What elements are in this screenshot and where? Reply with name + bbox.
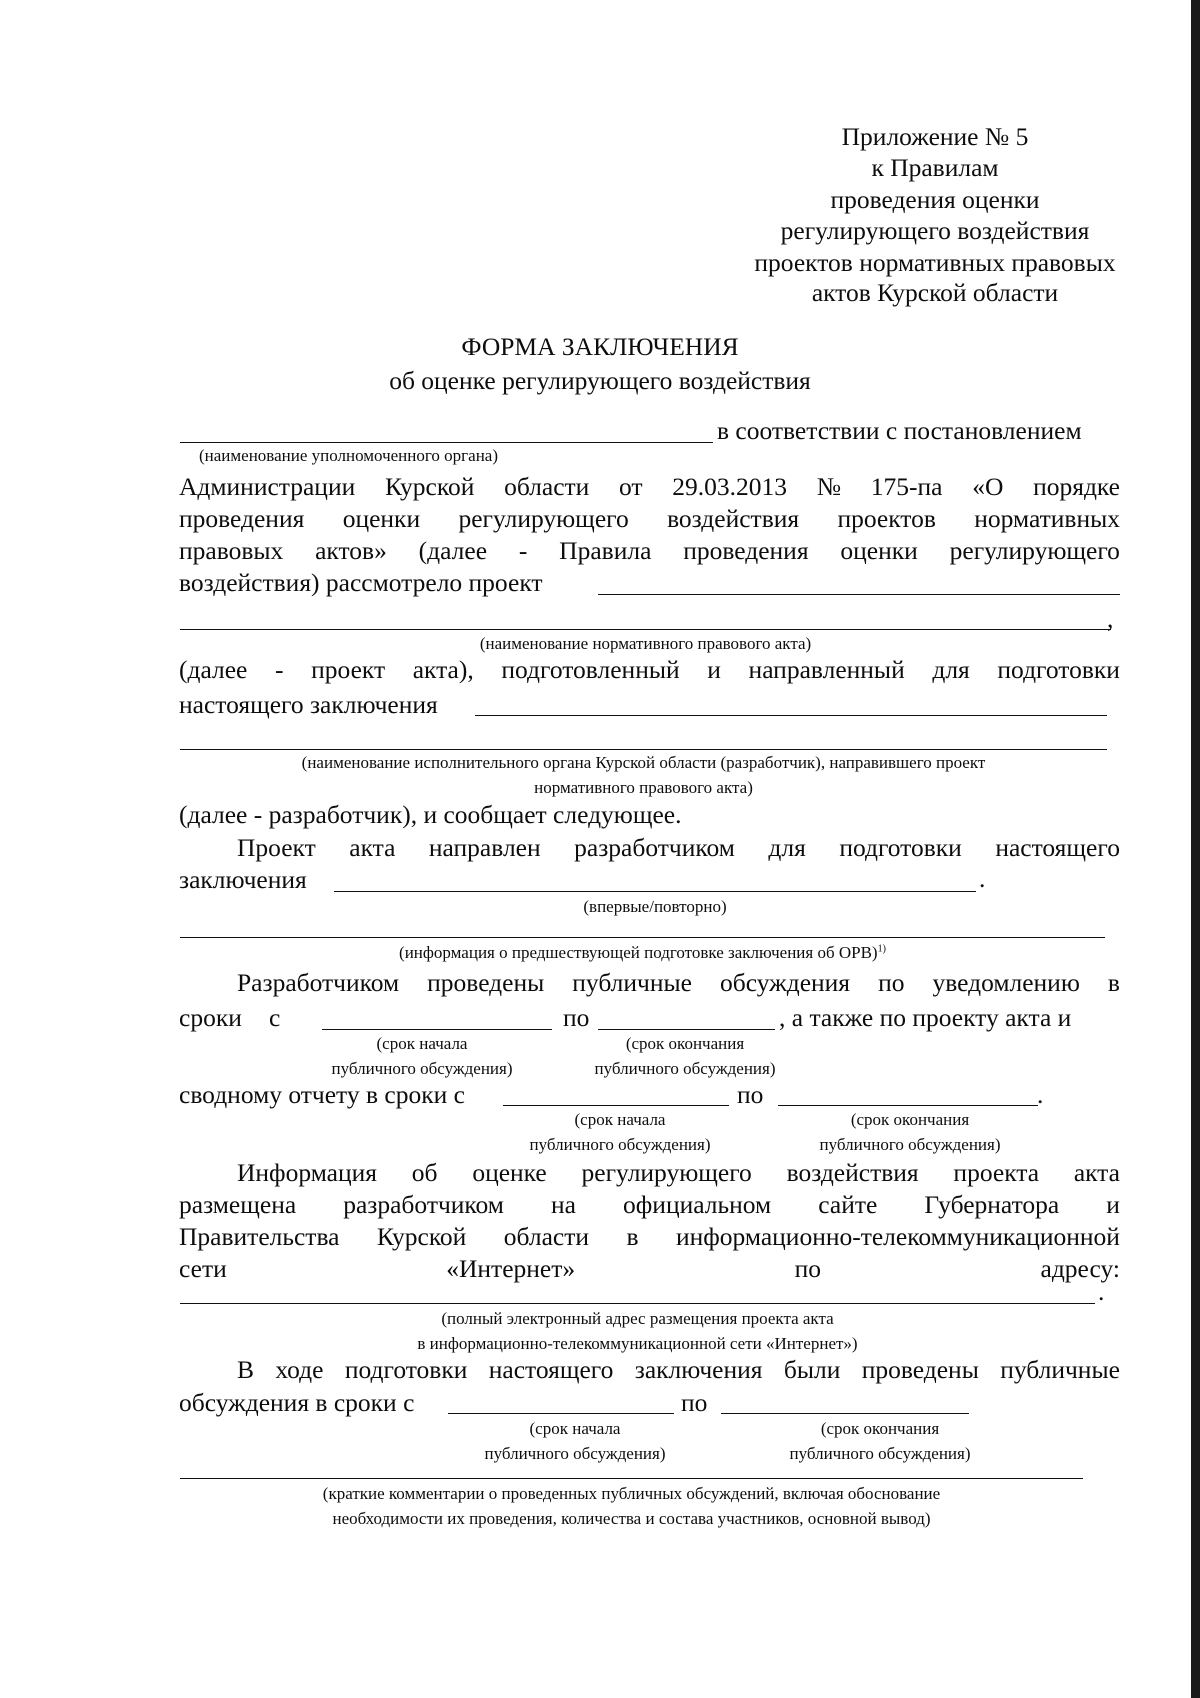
footnote-mark: 1) (877, 943, 886, 955)
p8-po: по (681, 1388, 708, 1417)
word: актов» (315, 536, 387, 565)
developer-blank-line-2[interactable] (180, 749, 1107, 750)
dot: . (979, 864, 986, 893)
word: по (794, 1254, 822, 1283)
word: правовых (179, 536, 284, 565)
dot: . (1098, 1277, 1105, 1306)
caption-line: (наименование исполнительного органа Курской области (разработчик), направившего проект (301, 753, 986, 772)
word: настоящего (488, 1355, 614, 1384)
word: уведомлению (932, 968, 1080, 997)
caption-authority: (наименование уполномоченного органа) (199, 446, 499, 465)
word: разработчиком (343, 1190, 504, 1219)
p7-line4 (179, 1256, 1120, 1282)
word: регулирующего (949, 536, 1120, 565)
developer-blank-line[interactable] (475, 715, 1107, 716)
word: заключения (634, 1355, 763, 1384)
word: акта), (412, 655, 474, 684)
word: подготовленный (501, 655, 680, 684)
annex-line: к Правилам (871, 153, 999, 182)
caption-start-date (292, 1032, 552, 1081)
word: проведены (427, 968, 545, 997)
caption-end-date (570, 1032, 800, 1081)
caption-line: (срок начала (376, 1034, 468, 1053)
comma: , (1107, 604, 1114, 633)
word: проектов (837, 504, 936, 533)
p5-po: по (563, 1003, 590, 1032)
report-start-blank-line[interactable] (503, 1105, 729, 1106)
first-repeat-blank-line[interactable] (334, 891, 976, 892)
word: сайте (818, 1190, 878, 1219)
p4-line2: заключения (179, 865, 307, 894)
word: воздействия (786, 1158, 919, 1187)
caption-line: (срок окончания (850, 1110, 970, 1129)
annex-line: Приложение № 5 (841, 122, 1029, 151)
word: проведения (683, 536, 809, 565)
p7-line1 (237, 1160, 1120, 1186)
word: области (504, 472, 590, 501)
p1-line4 (179, 538, 1120, 564)
prior-info-blank-line[interactable] (180, 937, 1105, 938)
word: регулирующего (458, 504, 629, 533)
p5-s: с (269, 1003, 281, 1032)
discussion-start-blank-line[interactable] (448, 1413, 674, 1414)
caption-address (180, 1307, 1095, 1356)
p2-line2: настоящего заключения (179, 690, 438, 719)
word: в (1107, 968, 1120, 997)
word: направлен (428, 833, 541, 862)
word: обсуждения (719, 968, 851, 997)
caption-comments (180, 1482, 1083, 1531)
p6-lead: сводному отчету в сроки с (179, 1080, 465, 1109)
word: подготовки (344, 1355, 468, 1384)
word: воздействия (667, 504, 800, 533)
p5-tail: , а также по проекту акта и (779, 1003, 1072, 1032)
caption-report-start (500, 1108, 740, 1157)
caption-line: (полный электронный адрес размещения проекта акта (441, 1309, 834, 1328)
word: официальном (623, 1190, 772, 1219)
caption-line: (краткие комментарии о проведенных публичных обсуждений, включая обоснование (322, 1484, 941, 1503)
p8-line1 (237, 1357, 1120, 1383)
word: Администрации (179, 472, 356, 501)
annex-line: регулирующего воздействия (780, 216, 1090, 245)
p6-po: по (737, 1080, 764, 1109)
word: публичные (572, 968, 692, 997)
word: проведены (861, 1355, 979, 1384)
caption-line: публичного обсуждения) (819, 1134, 1001, 1154)
caption-line: публичного обсуждения) (529, 1134, 711, 1154)
scan-edge (1191, 0, 1200, 1698)
word: проект (311, 655, 386, 684)
word: регулирующего (581, 1158, 752, 1187)
act-name-blank-line[interactable] (598, 594, 1120, 595)
address-blank-line[interactable] (180, 1303, 1095, 1304)
word: настоящего (995, 833, 1120, 862)
word: об (411, 1158, 438, 1187)
word: В (237, 1355, 255, 1384)
comments-blank-line[interactable] (180, 1478, 1083, 1479)
word: оценки (840, 536, 918, 565)
caption-text: (информация о предшествующей подготовке заключения об ОРВ) (399, 943, 878, 962)
report-end-blank-line[interactable] (778, 1105, 1038, 1106)
word: от (619, 472, 643, 501)
word: информационно-телекоммуникационной (675, 1222, 1120, 1251)
word: проведения (179, 504, 305, 533)
p4-line1 (237, 835, 1120, 861)
word: и (707, 655, 721, 684)
word: были (783, 1355, 841, 1384)
word: - (275, 655, 284, 684)
p1-line5: воздействия) рассмотрело проект (179, 568, 543, 597)
act-name-blank-line-2[interactable] (180, 629, 1111, 630)
caption-line: публичного обсуждения) (484, 1443, 666, 1463)
word: в (626, 1222, 639, 1251)
word: публичные (1000, 1355, 1120, 1384)
annex-line: проведения оценки (830, 185, 1040, 214)
caption-first-repeat: (впервые/повторно) (583, 897, 727, 916)
word: - (518, 536, 528, 565)
word: направленный (748, 655, 905, 684)
word: «О (972, 472, 1004, 501)
p8-lead: обсуждения в сроки с (179, 1388, 415, 1417)
p3: (далее - разработчик), и сообщает следующее. (179, 800, 682, 829)
word: для (768, 833, 806, 862)
word: Информация (237, 1158, 378, 1187)
end-date-blank-line[interactable] (598, 1029, 775, 1030)
word: (далее (418, 536, 488, 565)
word: Курской (376, 1222, 467, 1251)
word: (далее (179, 655, 248, 684)
start-date-blank-line[interactable] (322, 1029, 552, 1030)
form-title: ФОРМА ЗАКЛЮЧЕНИЯ (461, 332, 739, 361)
word: адресу: (1040, 1254, 1120, 1283)
caption-line: (срок начала (529, 1419, 621, 1438)
word: оценке (472, 1158, 547, 1187)
word: оценки (342, 504, 421, 533)
word: проекта (953, 1158, 1040, 1187)
caption-report-end (790, 1108, 1030, 1157)
word: Правительства (179, 1222, 340, 1251)
word: порядке (1033, 472, 1120, 501)
word: Правила (559, 536, 652, 565)
p2-line1 (179, 657, 1120, 683)
word: 29.03.2013 (672, 472, 788, 501)
caption-line: (срок окончания (625, 1034, 745, 1053)
caption-act-name: (наименование нормативного правового акта) (479, 634, 812, 653)
caption-line: (срок начала (574, 1110, 666, 1129)
p7-line2 (179, 1192, 1120, 1218)
caption-line: публичного обсуждения) (789, 1443, 971, 1463)
word: ходе (275, 1355, 324, 1384)
p5-line1 (237, 970, 1120, 996)
word: № (816, 472, 842, 501)
word: нормативных (974, 504, 1120, 533)
caption-discussion-start (455, 1417, 695, 1466)
p1-line2 (179, 474, 1120, 500)
word: Разработчиком (237, 968, 400, 997)
caption-prior (180, 941, 1105, 966)
annex-line: проектов нормативных правовых (754, 248, 1116, 277)
word: Губернатора (924, 1190, 1060, 1219)
p7-line3 (179, 1224, 1120, 1250)
caption-line: публичного обсуждения) (594, 1058, 776, 1078)
caption-line: нормативного правового акта) (534, 777, 753, 797)
word: Курской (384, 472, 475, 501)
word: подготовки (839, 833, 962, 862)
word: «Интернет» (446, 1254, 576, 1283)
word: акта (349, 833, 396, 862)
word: разработчиком (574, 833, 735, 862)
caption-line: в информационно-телекоммуникационной сети «Интернет») (417, 1333, 858, 1353)
caption-developer (180, 751, 1107, 800)
annex-line: актов Курской области (811, 278, 1059, 307)
word: акта (1073, 1158, 1120, 1187)
word: подготовки (997, 655, 1120, 684)
word: на (551, 1190, 576, 1219)
form-subtitle: об оценке регулирующего воздействия (389, 366, 811, 395)
word: 175-па (870, 472, 943, 501)
caption-line: (срок окончания (820, 1419, 940, 1438)
word: и (1106, 1190, 1120, 1219)
word: по (878, 968, 905, 997)
caption-discussion-end (760, 1417, 1000, 1466)
authority-blank-line[interactable] (180, 442, 713, 443)
word: Проект (237, 833, 316, 862)
p5-srok: сроки (179, 1003, 242, 1032)
caption-line: необходимости их проведения, количества и состава участников, основной вывод) (332, 1508, 931, 1528)
word: области (503, 1222, 590, 1251)
dot: . (1037, 1080, 1044, 1109)
word: размещена (179, 1190, 297, 1219)
p1-suffix: в соответствии с постановлением (717, 416, 1082, 445)
word: для (932, 655, 970, 684)
word: сети (179, 1254, 227, 1283)
caption-line: публичного обсуждения) (331, 1058, 513, 1078)
discussion-end-blank-line[interactable] (721, 1413, 969, 1414)
p1-line3 (179, 506, 1120, 532)
